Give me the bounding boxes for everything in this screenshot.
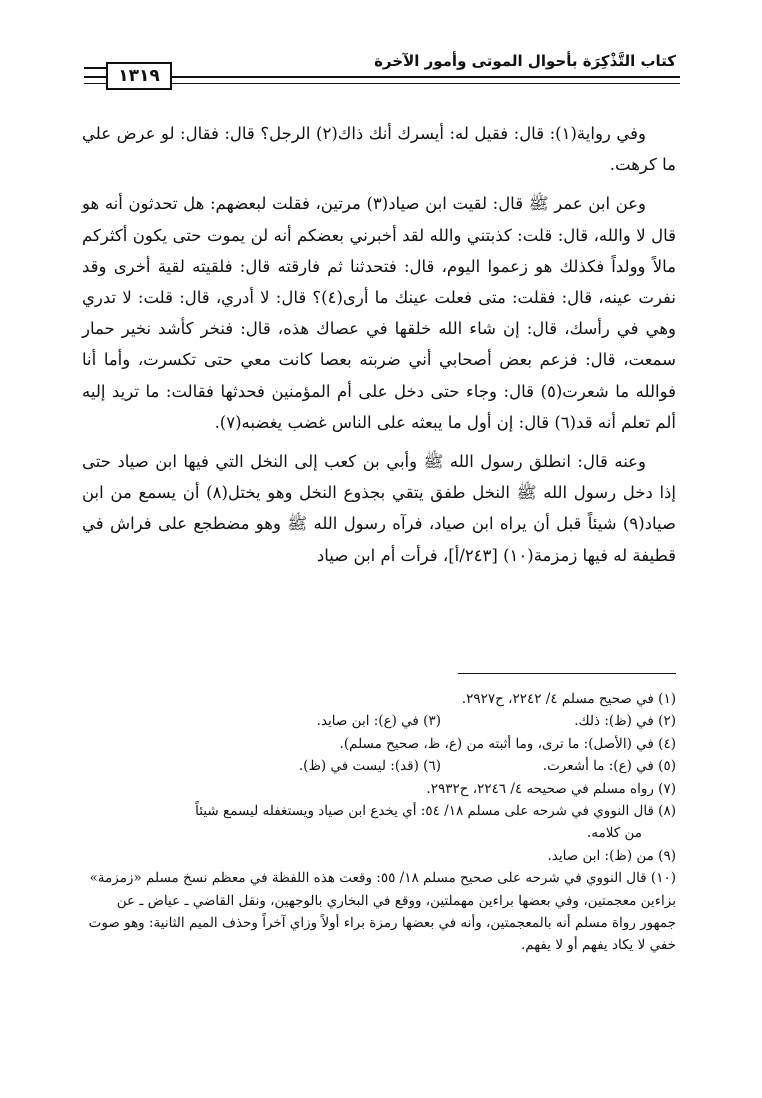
footnote: (١٠) قال النووي في شرحه على صحيح مسلم ١٨/ ٥٥: وقعت هذه اللفظة في معظم نسخ مسلم «زمزمة» بزاءين معجمتين، وفي بعضها براءين مهملتين، ووقع في البخاري بالوجهين، ونقل القاضي ـ عياض ـ عن جمهور رواة مسلم أنه بالمعجمتين، وأنه في بعضها رمزة براء أولاً وزاي آخراً وحذف الميم الثانية: وهو صوت خفي لا يكاد يفهم أو لا يفهم. xyxy=(88,870,676,954)
header-rule-thin xyxy=(84,83,680,84)
footnote: (٧) رواه مسلم في صحيحه ٤/ ٢٢٤٦، ح٢٩٣٢. xyxy=(426,780,676,797)
footnote: (٨) قال النووي في شرحه على مسلم ١٨/ ٥٤: أي يخدع ابن صياد ويستغفله ليسمع شيئاً xyxy=(195,803,676,820)
footnote-row xyxy=(82,710,676,732)
paragraph: وعن ابن عمر ﷺ قال: لقيت ابن صياد(٣) مرتين، فقلت لبعضهم: هل تحدثون أنه هو قال لا والله، قال: قلت: كذبتني والله لقد أخبرني بعضكم أنه لن يموت حتى يكون أكثركم مالاً وولداً فكذلك هو زعموا اليوم، قال: فتحدثنا ثم فارقته قال: فلقيته لقية أخرى وقد نفرت عينه، قال: فقلت: متى فعلت عينك ما أرى(٤)؟ قال: لا أدري، قال: قلت: لا تدري وهي في رأسك، قال: إن شاء الله خلقها في عصاك هذه، قال: فنخر كأشد نخير حمار سمعت، قال: فزعم بعض أصحابي أني ضربته بعصا كانت معي حتى تكسرت، وأما أنا فوالله ما شعرت(٥) قال: وجاء حتى دخل على أم المؤمنين فحدثها فقالت: ما تريد إليه ألم تعلم أنه قد(٦) قال: إن أول ما يبعثه على الناس غضب يغضبه(٧). xyxy=(82,194,677,432)
paragraph: وفي رواية(١): قال: فقيل له: أيسرك أنك ذاك(٢) الرجل؟ قال: فقال: لو عرض علي ما كرهت. xyxy=(82,124,676,175)
footnotes xyxy=(82,688,676,957)
footnote: (٦) (قد): ليست في (ظ). xyxy=(298,758,441,775)
footnote-separator xyxy=(458,673,676,674)
footnote-row xyxy=(82,755,676,777)
paragraph: وعنه قال: انطلق رسول الله ﷺ وأبي بن كعب إلى النخل التي فيها ابن صياد حتى إذا دخل رسول الله ﷺ النخل طفق يتقي بجذوع النخل وهو يختل(٨) أن يسمع من ابن صياد(٩) شيئاً قبل أن يراه ابن صياد، فرآه رسول الله ﷺ وهو مضطجع على فراش في قطيفة له فيها زمزمة(١٠) [٢٤٣/أ]، فرأت أم ابن صياد xyxy=(82,452,676,565)
footnote: (٣) في (ع): ابن صايد. xyxy=(316,713,441,730)
footnote: (٩) من (ظ): ابن صايد. xyxy=(547,847,676,864)
footnote-continuation: من كلامه. xyxy=(586,825,642,842)
header-rule xyxy=(84,76,680,78)
footnote: (١) في صحيح مسلم ٤/ ٢٢٤٢، ح٢٩٢٧. xyxy=(461,691,676,707)
running-header-title: كتاب التَّذْكِرَة بأحوال الموتى وأمور الآخرة xyxy=(374,52,676,70)
footnote: (٤) في (الأصل): ما ترى، وما أثبته من (ع، ظ، صحيح مسلم). xyxy=(339,735,676,752)
main-text xyxy=(82,118,676,579)
footnote: (٥) في (ع): ما أشعرت. xyxy=(542,758,676,775)
footnote: (٢) في (ظ): ذلك. xyxy=(574,713,676,730)
page-number-ornament xyxy=(84,67,106,69)
page-number: ١٣١٩ xyxy=(106,62,172,90)
